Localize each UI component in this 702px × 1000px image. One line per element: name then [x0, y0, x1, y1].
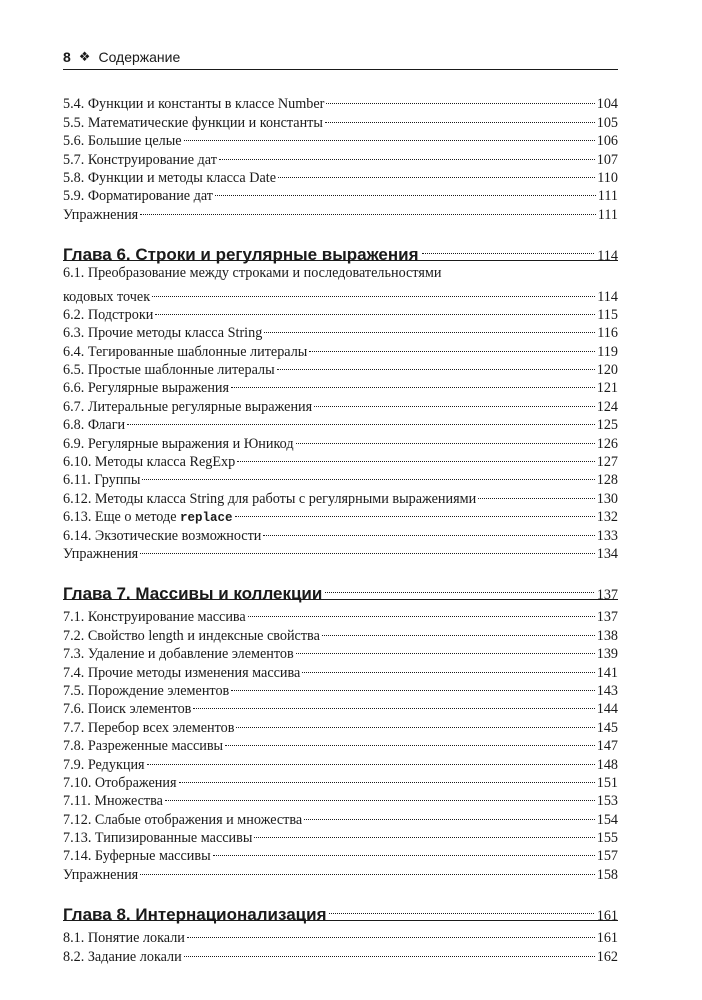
- toc-entry-title: 6.12. Методы класса String для работы с регулярными выражениями: [63, 490, 477, 507]
- toc-page-number: 148: [596, 756, 618, 773]
- chapter-page-number: 114: [597, 247, 618, 264]
- dot-leader: [231, 677, 594, 695]
- toc-entry-title: 7.13. Типизированные массивы: [63, 830, 253, 847]
- toc-entry-title: 7.10. Отображения: [63, 774, 177, 791]
- toc-entry[interactable]: [63, 769, 618, 791]
- toc-page-number: 110: [597, 169, 618, 186]
- toc-entry-title: 6.4. Тегированные шаблонные литералы: [63, 343, 308, 360]
- toc-entry-title: [63, 508, 233, 527]
- dot-leader: [193, 695, 594, 713]
- dot-leader: [329, 896, 593, 920]
- toc-entry-title: 6.10. Методы класса RegExp: [63, 454, 236, 471]
- toc-entry-title: Упражнения: [63, 206, 139, 223]
- dot-leader: [309, 337, 595, 355]
- toc-entry-title: кодовых точек: [63, 288, 151, 305]
- toc-entry-title: 5.9. Форматирование дат: [63, 188, 213, 205]
- toc-entry-title: 7.1. Конструирование массива: [63, 609, 246, 626]
- toc-entry-title: 7.9. Редукция: [63, 756, 145, 773]
- toc-page-number: 104: [596, 96, 618, 113]
- dot-leader: [254, 824, 594, 842]
- toc-entry-title: 7.7. Перебор всех элементов: [63, 719, 235, 736]
- dot-leader: [215, 182, 596, 200]
- toc-entry-title: 6.13. Еще о методе: [63, 509, 181, 526]
- page-number: 8: [63, 48, 71, 65]
- dot-leader: [179, 769, 595, 787]
- toc-page-number: 121: [596, 380, 618, 397]
- toc-page-number: 105: [596, 114, 618, 131]
- toc-entry-title: 6.7. Литеральные регулярные выражения: [63, 398, 313, 415]
- toc-page-number: 126: [596, 435, 618, 452]
- toc-page-number: 134: [596, 545, 618, 562]
- dot-leader: [422, 236, 595, 260]
- toc-entry-title: 7.4. Прочие методы изменения массива: [63, 664, 301, 681]
- toc-page-number: 155: [596, 830, 618, 847]
- dot-leader: [225, 732, 595, 750]
- toc-entry-title: 5.8. Функции и методы класса Date: [63, 169, 277, 186]
- dot-leader: [184, 127, 595, 145]
- dot-leader: [296, 640, 595, 658]
- dot-leader: [325, 575, 593, 599]
- dot-leader: [219, 145, 595, 163]
- toc-page-number: 158: [596, 866, 618, 883]
- toc-page-number: 106: [596, 133, 618, 150]
- ornament-icon: ❖: [78, 48, 91, 64]
- dot-leader: [277, 356, 595, 374]
- chapter-page-number: 137: [596, 586, 618, 603]
- toc-entry-title: 6.8. Флаги: [63, 417, 126, 434]
- toc-page-number: 127: [596, 454, 618, 471]
- toc-page-number: 141: [596, 664, 618, 681]
- toc-entry[interactable]: [63, 484, 618, 507]
- toc-page-number: 132: [596, 509, 618, 526]
- toc-entry-title: 5.7. Конструирование дат: [63, 151, 217, 168]
- dot-leader: [302, 658, 594, 676]
- toc-page-number: 151: [596, 774, 618, 791]
- dot-leader: [478, 484, 595, 502]
- toc-page-number: 114: [597, 288, 618, 305]
- toc-entry[interactable]: [63, 411, 618, 434]
- dot-leader: [140, 200, 596, 218]
- dot-leader: [304, 805, 595, 823]
- toc-page-number: 153: [596, 793, 618, 810]
- toc-page-number: 154: [596, 811, 618, 828]
- toc-entry[interactable]: [63, 90, 618, 113]
- toc-page-number: 133: [596, 527, 618, 544]
- toc-page-number: 119: [597, 343, 618, 360]
- dot-leader: [213, 842, 595, 860]
- toc-entry-title: 7.5. Порождение элементов: [63, 682, 230, 699]
- toc-entry-title: 6.1. Преобразование между строками и последовательностями: [63, 264, 442, 281]
- toc-entry[interactable]: [63, 540, 618, 562]
- running-header: [63, 46, 618, 70]
- toc-entry-title: 7.14. Буферные массивы: [63, 848, 211, 865]
- toc-page-number: 128: [596, 472, 618, 489]
- toc-page-number: 139: [596, 646, 618, 663]
- toc-entry-title: 6.2. Подстроки: [63, 306, 154, 323]
- dot-leader: [165, 787, 595, 805]
- toc-page-number: 147: [596, 738, 618, 755]
- dot-leader: [127, 411, 595, 429]
- toc-page-number: 107: [596, 151, 618, 168]
- chapter-heading[interactable]: [63, 575, 618, 603]
- dot-leader: [325, 108, 595, 126]
- dot-leader: [296, 429, 595, 447]
- toc-entry-title: 7.2. Свойство length и индексные свойства: [63, 627, 320, 644]
- dot-leader: [237, 448, 594, 466]
- toc-entry-title: 6.5. Простые шаблонные литералы: [63, 362, 275, 379]
- toc-entry[interactable]: [63, 860, 618, 883]
- toc-entry-line[interactable]: [63, 264, 618, 282]
- dot-leader: [152, 282, 595, 300]
- toc-page-number: 162: [596, 948, 618, 965]
- dot-leader: [184, 942, 595, 960]
- toc-entry-title: 8.1. Понятие локали: [63, 930, 185, 947]
- toc-entry-title: Упражнения: [63, 866, 139, 883]
- toc-entry-title: 6.14. Экзотические возможности: [63, 527, 262, 544]
- toc-page-number: 161: [596, 930, 618, 947]
- toc-entry[interactable]: [63, 200, 618, 223]
- dot-leader: [140, 860, 595, 878]
- toc-page-number: 145: [596, 719, 618, 736]
- chapter-heading[interactable]: [63, 236, 618, 264]
- dot-leader: [187, 924, 595, 942]
- toc-entry[interactable]: [63, 466, 618, 489]
- toc-entry-title: 7.12. Слабые отображения и множества: [63, 811, 303, 828]
- chapter-title: Глава 7. Массивы и коллекции: [63, 583, 323, 603]
- dot-leader: [236, 713, 594, 731]
- toc-page-number: 111: [597, 206, 618, 223]
- dot-leader: [142, 466, 594, 484]
- toc-entry-title: 5.4. Функции и константы в классе Number: [63, 96, 325, 113]
- code-keyword: replace: [180, 511, 233, 526]
- toc-entry-title: 6.3. Прочие методы класса String: [63, 325, 263, 342]
- toc-page-number: 137: [596, 609, 618, 626]
- toc-page-number: 120: [596, 362, 618, 379]
- dot-leader: [314, 392, 595, 410]
- toc-entry-title: 7.8. Разреженные массивы: [63, 738, 224, 755]
- toc-page-number: 111: [597, 188, 618, 205]
- toc-entry-title: 7.3. Удаление и добавление элементов: [63, 646, 294, 663]
- dot-leader: [322, 621, 595, 639]
- dot-leader: [140, 540, 595, 558]
- toc-page-number: 143: [596, 682, 618, 699]
- toc-entry-title: 7.11. Множества: [63, 793, 163, 810]
- toc-entry[interactable]: [63, 429, 618, 452]
- toc-entry-title: Упражнения: [63, 545, 139, 562]
- dot-leader: [263, 521, 594, 539]
- dot-leader: [264, 319, 595, 337]
- toc-entry-title: 5.5. Математические функции и константы: [63, 114, 323, 131]
- toc-entry[interactable]: [63, 750, 618, 773]
- toc-entry-title: 7.6. Поиск элементов: [63, 701, 192, 718]
- section-title: Содержание: [98, 48, 181, 65]
- toc-page-number: 116: [597, 325, 618, 342]
- dot-leader: [231, 374, 595, 392]
- toc-entry-title: 6.9. Регулярные выражения и Юникод: [63, 435, 294, 452]
- toc-entry[interactable]: [63, 282, 618, 305]
- toc-page-number: 125: [596, 417, 618, 434]
- toc-entry-title: 6.6. Регулярные выражения: [63, 380, 230, 397]
- dot-leader: [326, 90, 594, 108]
- toc-page-number: 124: [596, 398, 618, 415]
- toc-page-number: 157: [596, 848, 618, 865]
- toc-entry-title: 6.11. Группы: [63, 472, 141, 489]
- dot-leader: [155, 301, 595, 319]
- toc-page-number: 144: [596, 701, 618, 718]
- dot-leader: [235, 503, 595, 521]
- dot-leader: [248, 603, 595, 621]
- table-of-contents: [63, 90, 618, 965]
- dot-leader: [147, 750, 595, 768]
- toc-page-number: 115: [597, 306, 618, 323]
- chapter-title: Глава 8. Интернационализация: [63, 904, 327, 924]
- dot-leader: [278, 164, 595, 182]
- toc-page-number: 130: [596, 490, 618, 507]
- toc-entry-title: 8.2. Задание локали: [63, 948, 182, 965]
- toc-page-number: 138: [596, 627, 618, 644]
- chapter-page-number: 161: [596, 907, 618, 924]
- chapter-title: Глава 6. Строки и регулярные выражения: [63, 244, 419, 264]
- toc-entry-title: 5.6. Большие целые: [63, 133, 182, 150]
- chapter-heading[interactable]: [63, 896, 618, 924]
